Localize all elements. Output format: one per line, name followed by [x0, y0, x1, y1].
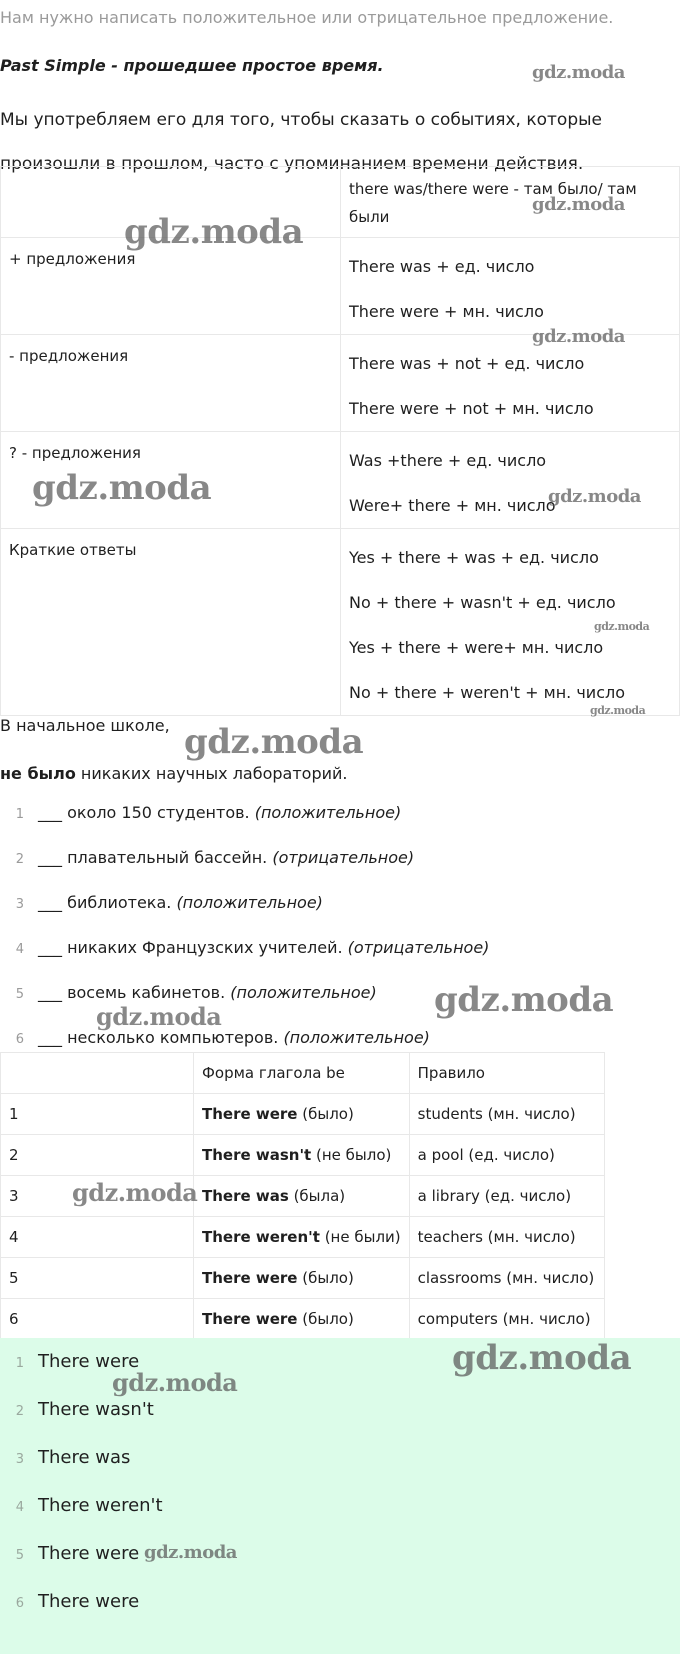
- verb-form: [194, 1176, 410, 1217]
- rule-cell: teachers (мн. число): [409, 1217, 604, 1258]
- watermark: gdz.moda: [548, 486, 641, 507]
- grammar-row-label: ? - предложения: [1, 432, 341, 529]
- answer-text: There were: [38, 1543, 140, 1564]
- grammar-row: [1, 335, 680, 432]
- item-number: 2: [15, 1404, 24, 1419]
- row-number: 1: [1, 1094, 194, 1135]
- verb-form-note: (не были): [319, 1228, 401, 1246]
- task-hint: (положительное): [254, 803, 402, 822]
- explanation-paragraph: Мы употребляем его для того, чтобы сказать о событиях, которые произошли в прошлом, часто с упоминанием времени действия.: [0, 110, 602, 174]
- item-number: 1: [15, 1356, 24, 1371]
- item-number: 5: [15, 1548, 24, 1563]
- grammar-rule: No + there + weren't + мн. число: [349, 683, 625, 702]
- task-text: ___ восемь кабинетов.: [38, 983, 231, 1002]
- watermark: gdz.moda: [144, 1542, 237, 1563]
- grammar-row: [1, 529, 680, 716]
- grammar-row-label: + предложения: [1, 238, 341, 335]
- watermark: gdz.moda: [590, 704, 646, 717]
- verb-form-bold: There were: [202, 1269, 298, 1287]
- item-number: 1: [15, 807, 24, 822]
- item-number: 6: [15, 1032, 24, 1047]
- grammar-row-rules: [341, 238, 680, 335]
- row-number: 5: [1, 1258, 194, 1299]
- task-hint: (положительное): [230, 983, 377, 1002]
- watermark: gdz.moda: [594, 620, 650, 633]
- example-bold: не было: [0, 764, 76, 783]
- example-rest: никаких научных лабораторий.: [75, 764, 348, 783]
- grammar-rule: There were + мн. число: [349, 302, 544, 321]
- grammar-header-text: there was/there were - там было/ там были: [349, 180, 637, 226]
- table-row: [1, 1258, 605, 1299]
- table-row: [1, 1094, 605, 1135]
- verb-form: [194, 1135, 410, 1176]
- watermark: gdz.moda: [32, 468, 212, 508]
- intro-text: Нам нужно написать положительное или отрицательное предложение.: [0, 8, 614, 27]
- rule-cell: classrooms (мн. число): [409, 1258, 604, 1299]
- row-number: 6: [1, 1299, 194, 1340]
- grammar-row: [1, 238, 680, 335]
- section-heading: Past Simple - прошедшее простое время.: [0, 56, 384, 75]
- list-item: [0, 1434, 163, 1482]
- verb-form-note: (не было): [311, 1146, 392, 1164]
- watermark: gdz.moda: [532, 62, 625, 83]
- verb-form-bold: There were: [202, 1105, 298, 1123]
- watermark: gdz.moda: [124, 212, 304, 252]
- row-number: 2: [1, 1135, 194, 1176]
- verb-form-note: (была): [288, 1187, 346, 1205]
- grammar-rule: There was + ед. число: [349, 257, 535, 276]
- verb-form-bold: There weren't: [202, 1228, 320, 1246]
- task-text: ___ плавательный бассейн.: [38, 848, 273, 867]
- list-item: [0, 1578, 163, 1626]
- item-number: 3: [15, 897, 24, 912]
- answer-text: There was: [38, 1447, 131, 1468]
- grammar-row-rules: [341, 432, 680, 529]
- answer-text: There were: [38, 1351, 140, 1372]
- header-cell: Правило: [409, 1053, 604, 1094]
- grammar-header-cell: [341, 167, 680, 238]
- watermark: gdz.moda: [532, 194, 625, 215]
- list-item: [0, 1530, 163, 1578]
- header-cell: [1, 1053, 194, 1094]
- verb-form: [194, 1094, 410, 1135]
- rule-cell: a library (ед. число): [409, 1176, 604, 1217]
- verb-form: [194, 1299, 410, 1340]
- grammar-rule: There was + not + ед. число: [349, 354, 585, 373]
- item-number: 3: [15, 1452, 24, 1467]
- item-number: 5: [15, 987, 24, 1002]
- grammar-rule: No + there + wasn't + ед. число: [349, 593, 616, 612]
- verb-form-bold: There were: [202, 1310, 298, 1328]
- item-number: 4: [15, 942, 24, 957]
- rule-cell: computers (мн. число): [409, 1299, 604, 1340]
- grammar-row-label: - предложения: [1, 335, 341, 432]
- watermark: gdz.moda: [72, 1178, 198, 1207]
- task-hint: (отрицательное): [272, 848, 415, 867]
- grammar-rule: Were+ there + мн. число: [349, 496, 556, 515]
- verb-form-note: (было): [297, 1105, 354, 1123]
- rule-cell: students (мн. число): [409, 1094, 604, 1135]
- table-row: [1, 1217, 605, 1258]
- item-number: 2: [15, 852, 24, 867]
- grammar-table: [0, 166, 680, 716]
- row-number: 3: [1, 1176, 194, 1217]
- grammar-rule: There were + not + мн. число: [349, 399, 594, 418]
- answer-text: There were: [38, 1591, 140, 1612]
- example-sentence-start: В начальное школе,: [0, 716, 170, 735]
- answer-text: There wasn't: [38, 1399, 154, 1420]
- answers-panel: [0, 1338, 680, 1654]
- verb-form-note: (было): [297, 1269, 354, 1287]
- verb-form: [194, 1217, 410, 1258]
- grammar-row-rules: [341, 335, 680, 432]
- task-hint: (положительное): [176, 893, 323, 912]
- task-hint: (отрицательное): [347, 938, 490, 957]
- watermark: gdz.moda: [96, 1002, 222, 1031]
- table-row: [1, 1135, 605, 1176]
- answer-table-header: [1, 1053, 605, 1094]
- example-sentence-end: [0, 764, 348, 783]
- task-text: ___ никаких Французских учителей.: [38, 938, 348, 957]
- item-number: 4: [15, 1500, 24, 1515]
- table-row: [1, 1299, 605, 1340]
- list-item: [0, 925, 680, 970]
- watermark: gdz.moda: [112, 1368, 238, 1397]
- verb-form-bold: There was: [202, 1187, 289, 1205]
- list-item: [0, 790, 680, 835]
- answer-text: There weren't: [38, 1495, 163, 1516]
- row-number: 4: [1, 1217, 194, 1258]
- grammar-rule: Yes + there + was + ед. число: [349, 548, 599, 567]
- list-item: [0, 835, 680, 880]
- verb-form-note: (было): [297, 1310, 354, 1328]
- watermark: gdz.moda: [434, 980, 614, 1020]
- watermark: gdz.moda: [532, 326, 625, 347]
- task-hint: (положительное): [283, 1028, 430, 1047]
- task-text: ___ несколько компьютеров.: [38, 1028, 284, 1047]
- header-cell: Форма глагола be: [194, 1053, 410, 1094]
- list-item: [0, 880, 680, 925]
- list-item: [0, 1482, 163, 1530]
- task-text: ___ библиотека.: [38, 893, 177, 912]
- verb-form: [194, 1258, 410, 1299]
- item-number: 6: [15, 1596, 24, 1611]
- grammar-row-label: Краткие ответы: [1, 529, 341, 716]
- watermark: gdz.moda: [184, 722, 364, 762]
- verb-form-bold: There wasn't: [202, 1146, 312, 1164]
- rule-cell: a pool (ед. число): [409, 1135, 604, 1176]
- watermark: gdz.moda: [452, 1338, 632, 1378]
- grammar-rule: Yes + there + were+ мн. число: [349, 638, 604, 657]
- task-text: ___ около 150 студентов.: [38, 803, 255, 822]
- grammar-rule: Was +there + ед. число: [349, 451, 547, 470]
